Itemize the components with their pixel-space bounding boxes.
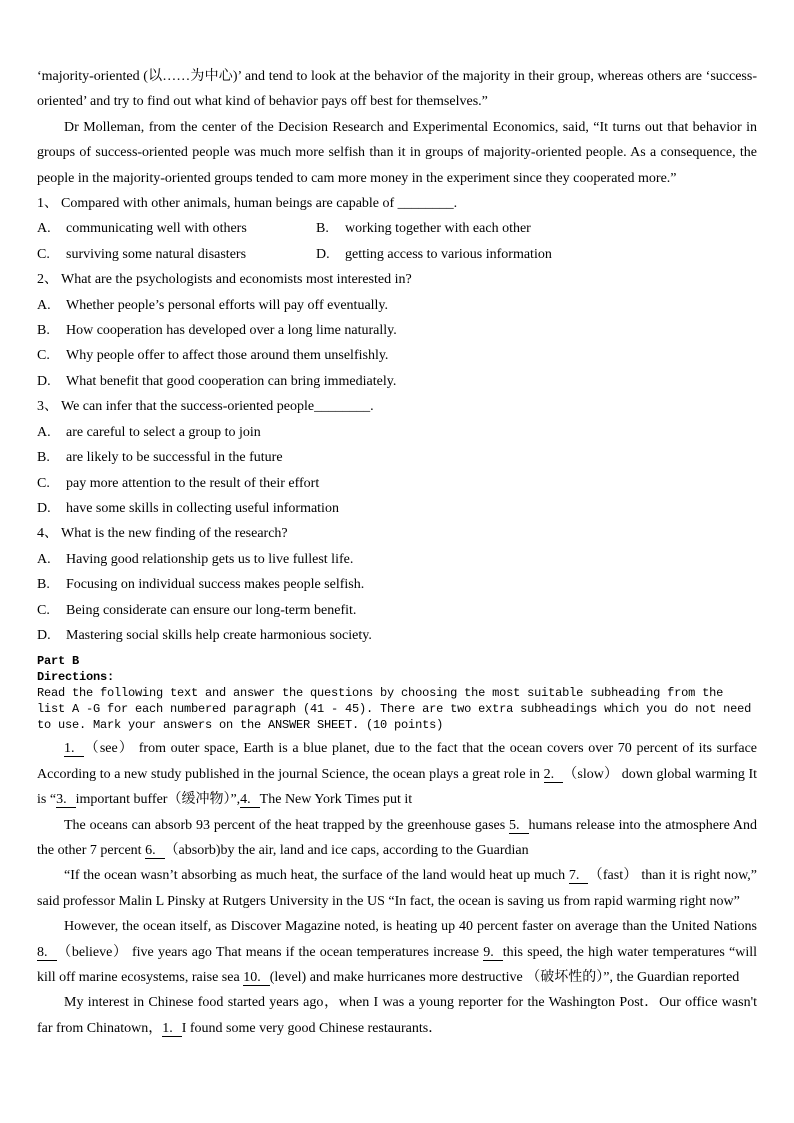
question-1-options-row-2 <box>37 242 757 267</box>
cloze-text: humans release into the atmosphere And the other 7 percent <box>37 817 757 858</box>
question-3-number: 3、 <box>37 399 58 415</box>
question-1-stem: Compared with other animals, human beings are capable of ________. <box>61 196 458 212</box>
option-d <box>37 496 757 521</box>
option-d <box>37 369 757 394</box>
option-d-label: D. <box>37 373 51 389</box>
cloze-text: However, the ocean itself, as Discover Magazine noted, is heating up 40 percent faster on average than the United Nations <box>64 919 757 935</box>
option-c-text: Being considerate can ensure our long-term benefit. <box>66 602 357 618</box>
option-c-text: pay more attention to the result of their effort <box>66 475 320 491</box>
option-b-text: How cooperation has developed over a long lime naturally. <box>66 323 397 339</box>
option-d <box>37 623 757 648</box>
intro-paragraph-1: ‘majority-oriented (以……为中心)’ and tend to look at the behavior of the majority in their group, whereas others are ‘success-oriented’ and try to find out what kind of behavior pays off best for themselves.” <box>37 69 757 110</box>
question-3-stem: We can infer that the success-oriented people________. <box>61 399 374 415</box>
cloze-text: My interest in Chinese food started years ago，when I was a young reporter for the Washington Post．Our office wasn't far from Chinatown， <box>37 995 757 1036</box>
option-d-text: What benefit that good cooperation can bring immediately. <box>66 373 397 389</box>
option-a <box>37 547 757 572</box>
option-b <box>37 572 757 597</box>
option-c-text: Why people offer to affect those around them unselfishly. <box>66 348 389 364</box>
cloze-text: (level) and make hurricanes more destructive （破坏性的）”, the Guardian reported <box>269 969 740 985</box>
question-block-3 <box>37 394 757 521</box>
cloze-text: I found some very good Chinese restaurants． <box>181 1020 443 1036</box>
option-d-label: D. <box>316 246 330 262</box>
blank-number: 8. <box>37 945 57 961</box>
option-b-label: B. <box>37 450 50 466</box>
blank-number: 9. <box>483 945 503 961</box>
option-c-label: C. <box>37 602 50 618</box>
blank-number: 10. <box>243 970 270 986</box>
option-b-label: B. <box>37 577 50 593</box>
cloze-text: important buffer（缓冲物）”, <box>75 792 241 808</box>
cloze-paragraph-4 <box>37 914 757 990</box>
part-b-title: Part B <box>37 654 80 669</box>
question-1-stem-line <box>37 191 757 216</box>
cloze-paragraph-1 <box>37 736 757 812</box>
blank-number: 1. <box>64 741 84 757</box>
option-c-label: C. <box>37 348 50 364</box>
option-d-label: D. <box>37 627 51 643</box>
cloze-text: （fast） than it is right now,” said professor Malin L Pinsky at Rutgers University in the US “In fact, the ocean is saving us from rapid warming right now” <box>37 868 757 909</box>
option-c-label: C. <box>37 246 50 262</box>
option-b-text: working together with each other <box>345 221 531 237</box>
option-b <box>37 318 757 343</box>
question-block-1 <box>37 191 757 267</box>
blank-number: 6. <box>145 843 165 859</box>
blank-number: 2. <box>544 767 564 783</box>
option-b <box>37 445 757 470</box>
option-a <box>37 293 757 318</box>
option-c <box>37 242 316 267</box>
option-b-label: B. <box>316 221 329 237</box>
option-d-text: Mastering social skills help create harmonious society. <box>66 627 372 643</box>
option-c <box>37 471 757 496</box>
option-b-label: B. <box>37 323 50 339</box>
option-a-label: A. <box>37 551 51 567</box>
option-a-text: Whether people’s personal efforts will pay off eventually. <box>66 297 389 313</box>
blank-number: 4. <box>240 792 260 808</box>
blank-number: 1. <box>162 1021 182 1037</box>
option-d-label: D. <box>37 500 51 516</box>
question-3-stem-line <box>37 394 757 419</box>
option-a-text: communicating well with others <box>66 221 247 237</box>
option-d-text: getting access to various information <box>345 246 552 262</box>
cloze-text: （slow） down global warming It is “ <box>37 766 758 808</box>
cloze-paragraph-5 <box>37 990 757 1041</box>
cloze-text: this speed, the high water temperatures “will kill off marine ecosystems, raise sea <box>37 944 757 985</box>
part-b-section <box>37 654 757 733</box>
option-d-text: have some skills in collecting useful information <box>66 500 339 516</box>
option-b-text: are likely to be successful in the future <box>66 450 283 466</box>
option-b <box>316 216 531 241</box>
cloze-paragraph-2 <box>37 813 757 864</box>
directions-label: Directions: <box>37 670 115 685</box>
blank-number: 7. <box>569 868 589 884</box>
cloze-paragraph-3 <box>37 863 757 914</box>
option-d <box>316 242 552 267</box>
question-4-stem-line <box>37 521 757 546</box>
question-block-4 <box>37 521 757 648</box>
option-c <box>37 598 757 623</box>
question-1-options-row-1 <box>37 216 757 241</box>
option-c-label: C. <box>37 475 50 491</box>
option-a <box>37 420 757 445</box>
option-c <box>37 343 757 368</box>
option-a-label: A. <box>37 297 51 313</box>
blank-number: 5. <box>509 818 529 834</box>
question-2-stem: What are the psychologists and economists most interested in? <box>61 272 412 288</box>
directions-line: to use. Mark your answers on the ANSWER SHEET. (10 points) <box>37 717 444 732</box>
cloze-text: （see） from outer space, Earth is a blue planet, due to the fact that the ocean covers over 70 percent of its surface According to a new study published in the journal Science, the ocean plays a great role in <box>37 741 757 782</box>
option-b-text: Focusing on individual success makes people selfish. <box>66 577 365 593</box>
option-a-label: A. <box>37 424 51 440</box>
option-a-text: are careful to select a group to join <box>66 424 261 440</box>
option-c-text: surviving some natural disasters <box>66 246 247 262</box>
option-a-label: A. <box>37 221 51 237</box>
cloze-text: The New York Times put it <box>259 792 413 808</box>
question-4-number: 4、 <box>37 526 58 542</box>
cloze-text: （absorb)by the air, land and ice caps, according to the Guardian <box>164 842 529 858</box>
directions-line: list A -G for each numbered paragraph (41 - 45). There are two extra subheadings which you do not need <box>37 701 752 716</box>
question-2-number: 2、 <box>37 272 58 288</box>
question-1-number: 1、 <box>37 196 58 212</box>
question-block-2 <box>37 267 757 394</box>
option-a-text: Having good relationship gets us to live fullest life. <box>66 551 354 567</box>
intro-paragraph-2: Dr Molleman, from the center of the Decision Research and Experimental Economics, said, “It turns out that behavior in groups of success-oriented people was much more selfish than it in groups of majority-oriented people. As a consequence, the people in the majority-oriented groups tended to cam more money in the experiment since they cooperated more.” <box>37 119 757 186</box>
option-a <box>37 216 316 241</box>
cloze-text: “If the ocean wasn’t absorbing as much heat, the surface of the land would heat up much <box>64 868 569 884</box>
question-2-stem-line <box>37 267 757 292</box>
question-4-stem: What is the new finding of the research? <box>61 526 288 542</box>
cloze-text: The oceans can absorb 93 percent of the heat trapped by the greenhouse gases <box>64 817 510 833</box>
directions-line: Read the following text and answer the questions by choosing the most suitable subheading from the <box>37 685 724 700</box>
blank-number: 3. <box>56 792 76 808</box>
cloze-text: （believe） five years ago That means if the ocean temperatures increase <box>56 944 484 960</box>
